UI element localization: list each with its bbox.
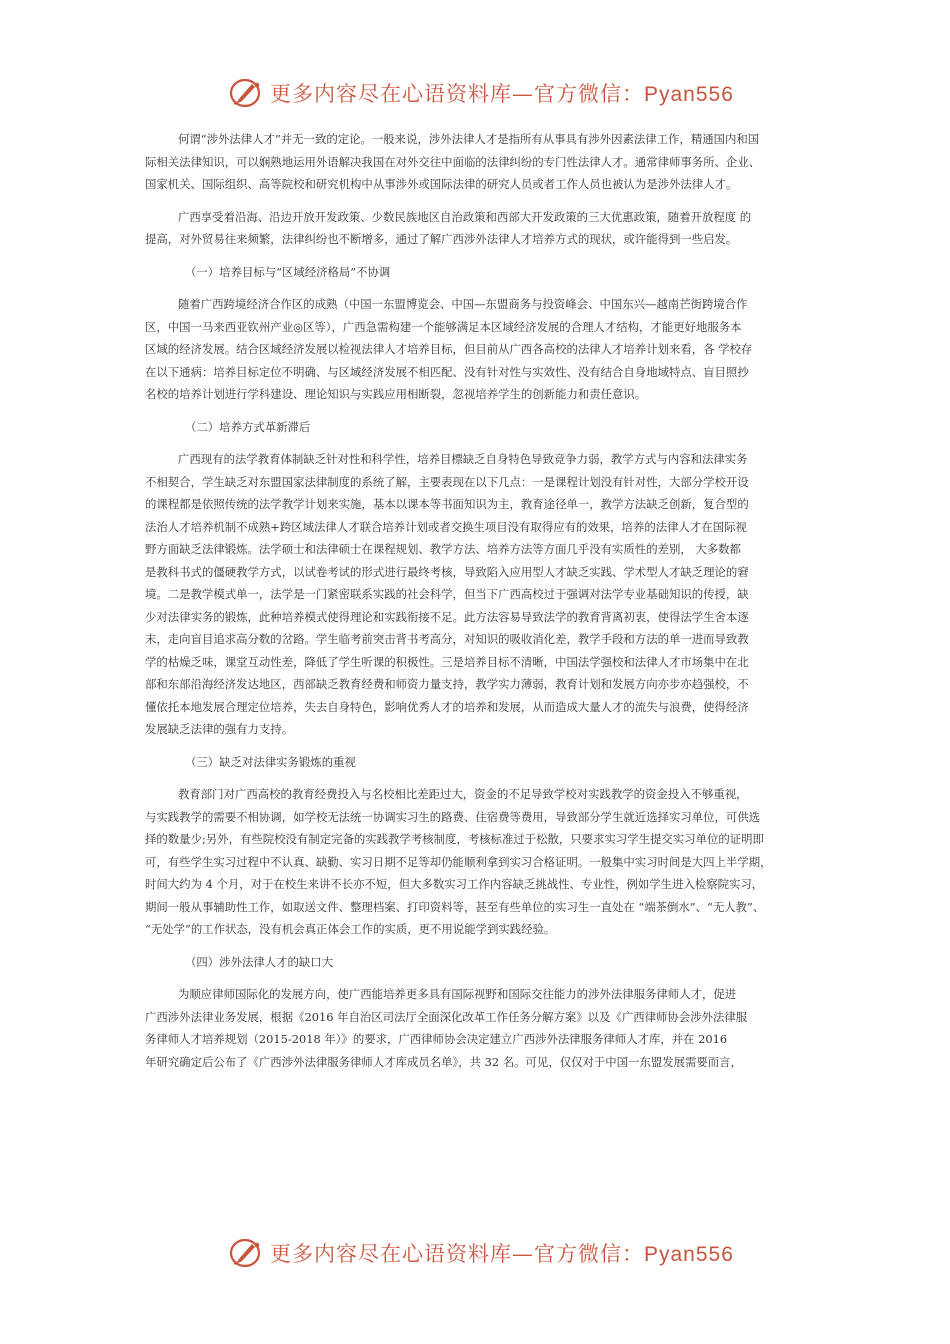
text-line: 教育部门对广西高校的教育经费投入与名校相比差距过大，资金的不足导致学校对实践教学的资金投入不够重视，	[178, 787, 748, 801]
logo-icon	[228, 1236, 266, 1270]
text-line: 的课程都是依照传统的法学教学计划来实施，基本以课本等书面知识为主，教育途径单一，教学方法缺乏创新，复合型的	[145, 497, 749, 511]
text-line: 少对法律实务的锻炼，此种培养模式使得理论和实践衔接不足。此方法容易导致法学的教育背离初衷，使得法学生舍本逐	[145, 609, 749, 624]
document-body	[145, 128, 815, 1073]
text-line: 不相契合，学生缺乏对东盟国家法律制度的系统了解，主要表现在以下几点：一是课程计划没有针对性，大部分学校开设	[145, 474, 749, 489]
text-line: 学的枯燥乏味，课堂互动性差，降低了学生听课的积极性。三是培养目标不清晰，中国法学强校和法律人才市场集中在北	[145, 654, 749, 669]
text-line: 名校的培养计划进行学科建设、理论知识与实践应用相断裂，忽视培养学生的创新能力和责任意识。	[145, 387, 647, 401]
text-line: 广西享受着沿海、沿边开放开发政策、少数民族地区自治政策和西部大开发政策的三大优惠政策，随着开放程度 的	[178, 209, 752, 224]
text-line: 发展缺乏法律的强有力支持。	[145, 722, 294, 736]
text-line: 年研究确定后公布了《广西涉外法律服务律师人才库成员名单》，共 32 名。可见，仅仅对于中国一东盟发展需要而言，	[145, 1054, 742, 1069]
paragraph	[145, 783, 815, 941]
text-line: 时间大约为 4 个月，对于在校生来讲不长亦不短，但大多数实习工作内容缺乏挑战性、专业性，例如学生进入检察院实习，	[145, 877, 764, 891]
section-heading: （三）缺乏对法律实务锻炼的重视	[185, 754, 356, 769]
paragraph	[145, 448, 815, 741]
text-line: 择的数量少;另外，有些院校没有制定完备的实践教学考核制度，考核标准过于松散，只要求实习学生提交实习单位的证明即	[145, 832, 764, 846]
section-heading: （一）培养目标与“区域经济格局”不协调	[185, 264, 391, 279]
text-line: 与实践教学的需要不相协调，如学校无法统一协调实习生的路费、住宿费等费用，导致部分学生就近选择实习单位，可供选	[145, 809, 761, 824]
text-line: 部和东部沿海经济发达地区，西部缺乏教育经费和师资力量支持，教学实力薄弱，教育计划和发展方向亦步亦趋强校，不	[145, 677, 749, 691]
text-line: 境。二是教学模式单一，法学是一门紧密联系实践的社会科学，但当下广西高校过于强调对法学专业基础知识的传授，缺	[145, 587, 749, 601]
text-line: 务律师人才培养规划（2015-2018 年）》的要求，广西律师协会决定建立广西涉外法律服务律师人才库，并在 2016	[145, 1032, 728, 1046]
banner-text: 更多内容尽在心语资料库—官方微信：Pyan556	[270, 82, 734, 106]
text-line: 区，中国一马来西亚钦州产业◎区等），广西急需构建一个能够满足本区域经济发展的合理人才结构，才能更好地服务本	[145, 319, 742, 334]
footer-banner	[228, 1236, 734, 1270]
paragraph	[145, 983, 815, 1073]
text-line: 提高，对外贸易往来频繁，法律纠纷也不断增多，通过了解广西涉外法律人才培养方式的现状，或许能得到一些启发。	[145, 232, 738, 246]
text-line: 广西涉外法律业务发展，根据《2016 年自治区司法厅全面深化改革工作任务分解方案》以及《广西律师协会涉外法律服	[145, 1009, 748, 1024]
logo-icon	[228, 76, 266, 110]
paragraph	[145, 293, 815, 406]
text-line: 何谓“涉外法律人才”并无一致的定论。一般来说，涉外法律人才是指所有从事具有涉外因素法律工作，精通国内和国	[178, 132, 760, 146]
text-line: 区域的经济发展。结合区域经济发展以检视法律人才培养目标，但目前从广西各高校的法律人才培养计划来看，各 学校存	[145, 342, 753, 356]
text-line: 际相关法律知识，可以娴熟地运用外语解决我国在对外交往中面临的法律纠纷的专门性法律人才。通常律师事务所、企业、	[145, 154, 761, 169]
text-line: 为顺应律师国际化的发展方向，使广西能培养更多具有国际视野和国际交往能力的涉外法律服务律师人才，促进	[178, 987, 737, 1001]
text-line: 法治人才培养机制不成熟+跨区域法律人才联合培养计划或者交换生项目没有取得应有的效果，培养的法律人才在国际视	[145, 519, 747, 534]
text-line: “无处学”的工作状态，没有机会真正体会工作的实质，更不用说能学到实践经验。	[145, 922, 556, 936]
text-line: 期间一般从事辅助性工作，如取送文件、整理档案、打印资料等，甚至有些单位的实习生一直处在 “端茶倒水”、“无人教”、	[145, 899, 765, 914]
text-line: 在以下通病：培养目标定位不明确、与区域经济发展不相匹配、没有针对性与实效性、没有结合自身地域特点、盲目照抄	[145, 364, 749, 379]
text-line: 懂依托本地发展合理定位培养，失去自身特色，影响优秀人才的培养和发展，从而造成大量人才的流失与浪费，使得经济	[145, 699, 749, 714]
text-line: 可，有些学生实习过程中不认真、缺勤、实习日期不足等却仍能顺利拿到实习合格证明。一般集中实习时间是大四上半学期，	[145, 854, 772, 869]
text-line: 广西现有的法学教育体制缺乏针对性和科学性，培养目標缺乏自身特色导致竞争力弱，教学方式与内容和法律实务	[178, 452, 748, 466]
header-banner	[228, 76, 734, 110]
text-line: 国家机关、国际组织、高等院校和研究机构中从事涉外或国际法律的研究人员或者工作人员也被认为是涉外法律人才。	[145, 177, 738, 191]
text-line: 随着广西跨境经济合作区的成熟（中国一东盟博览会、中国—东盟商务与投资峰会、中国东兴—越南芒街跨境合作	[178, 297, 748, 311]
paragraph	[145, 206, 815, 251]
paragraph	[145, 128, 815, 196]
text-line: 野方面缺乏法律锻炼。法学硕士和法律硕士在课程规划、教学方法、培养方法等方面几乎没有实质性的差别， 大多数都	[145, 542, 741, 556]
section-heading: （二）培养方式革新滞后	[185, 419, 311, 434]
text-line: 是教科书式的僵硬教学方式，以试卷考试的形式进行最终考核，导致陷入应用型人才缺乏实践、学术型人才缺乏理论的窘	[145, 564, 749, 579]
banner-text: 更多内容尽在心语资料库—官方微信：Pyan556	[270, 1242, 734, 1266]
section-heading: （四）涉外法律人才的缺口大	[185, 954, 334, 969]
text-line: 末，走向盲目追求高分数的岔路。学生临考前突击背书考高分，对知识的吸收消化差，教学手段和方法的单一进而导致教	[145, 632, 749, 646]
